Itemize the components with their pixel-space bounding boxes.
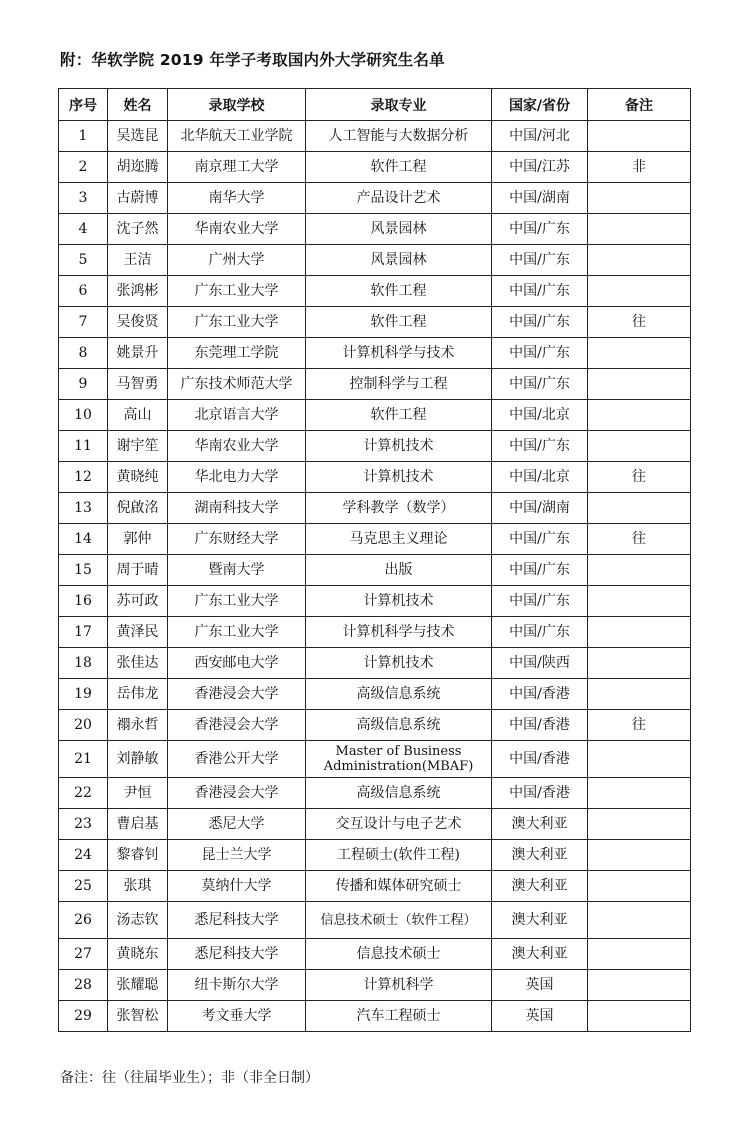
table-row	[59, 871, 691, 902]
cell-index: 9	[59, 369, 108, 400]
cell-school: 悉尼科技大学	[168, 902, 306, 939]
cell-major: 计算机技术	[306, 586, 492, 617]
cell-major: 高级信息系统	[306, 778, 492, 809]
cell-school: 广东工业大学	[168, 276, 306, 307]
cell-note	[588, 840, 691, 871]
cell-major: 计算机技术	[306, 462, 492, 493]
cell-school: 考文垂大学	[168, 1001, 306, 1032]
cell-major: 信息技术硕士	[306, 939, 492, 970]
cell-country: 中国/广东	[492, 431, 588, 462]
cell-major: 软件工程	[306, 152, 492, 183]
table-row	[59, 338, 691, 369]
cell-country: 中国/广东	[492, 276, 588, 307]
cell-school: 北华航天工业学院	[168, 121, 306, 152]
cell-name: 黄晓纯	[108, 462, 168, 493]
cell-major: 高级信息系统	[306, 679, 492, 710]
table-row	[59, 245, 691, 276]
cell-name: 黄泽民	[108, 617, 168, 648]
cell-index: 26	[59, 902, 108, 939]
cell-name: 曹启基	[108, 809, 168, 840]
cell-major: 软件工程	[306, 276, 492, 307]
cell-index: 1	[59, 121, 108, 152]
table-row	[59, 741, 691, 778]
cell-note	[588, 1001, 691, 1032]
cell-note	[588, 679, 691, 710]
cell-note	[588, 338, 691, 369]
cell-index: 20	[59, 710, 108, 741]
table-row	[59, 493, 691, 524]
cell-name: 沈子然	[108, 214, 168, 245]
cell-country: 中国/香港	[492, 778, 588, 809]
cell-major: 马克思主义理论	[306, 524, 492, 555]
table-row	[59, 121, 691, 152]
table-row	[59, 778, 691, 809]
cell-school: 广东工业大学	[168, 307, 306, 338]
cell-major: Master of Business Administration(MBAF)	[306, 741, 492, 778]
cell-name: 古蔚博	[108, 183, 168, 214]
cell-index: 13	[59, 493, 108, 524]
cell-school: 南华大学	[168, 183, 306, 214]
cell-index: 28	[59, 970, 108, 1001]
cell-school: 广东工业大学	[168, 617, 306, 648]
cell-index: 24	[59, 840, 108, 871]
cell-school: 广东工业大学	[168, 586, 306, 617]
cell-name: 张琪	[108, 871, 168, 902]
cell-index: 2	[59, 152, 108, 183]
cell-major: 高级信息系统	[306, 710, 492, 741]
cell-note: 往	[588, 524, 691, 555]
cell-name: 郭仲	[108, 524, 168, 555]
cell-country: 中国/河北	[492, 121, 588, 152]
cell-school: 华南农业大学	[168, 431, 306, 462]
cell-school: 莫纳什大学	[168, 871, 306, 902]
cell-school: 昆士兰大学	[168, 840, 306, 871]
table-row	[59, 840, 691, 871]
cell-index: 7	[59, 307, 108, 338]
cell-name: 尹恒	[108, 778, 168, 809]
cell-index: 18	[59, 648, 108, 679]
header-country: 国家/省份	[492, 89, 588, 121]
cell-school: 华南农业大学	[168, 214, 306, 245]
cell-major: 产品设计艺术	[306, 183, 492, 214]
cell-note	[588, 970, 691, 1001]
table-row	[59, 617, 691, 648]
cell-note	[588, 902, 691, 939]
header-name: 姓名	[108, 89, 168, 121]
cell-index: 22	[59, 778, 108, 809]
cell-index: 11	[59, 431, 108, 462]
cell-country: 中国/广东	[492, 524, 588, 555]
cell-note	[588, 648, 691, 679]
cell-school: 悉尼科技大学	[168, 939, 306, 970]
cell-note	[588, 214, 691, 245]
header-note: 备注	[588, 89, 691, 121]
cell-name: 黎睿钊	[108, 840, 168, 871]
cell-name: 刘静敏	[108, 741, 168, 778]
cell-school: 暨南大学	[168, 555, 306, 586]
cell-major: 信息技术硕士（软件工程）	[306, 902, 492, 939]
cell-name: 黄晓东	[108, 939, 168, 970]
cell-school: 广东财经大学	[168, 524, 306, 555]
cell-index: 8	[59, 338, 108, 369]
cell-country: 澳大利亚	[492, 840, 588, 871]
cell-index: 16	[59, 586, 108, 617]
document-title: 附：华软学院 2019 年学子考取国内外大学研究生名单	[60, 51, 445, 69]
cell-name: 张耀聪	[108, 970, 168, 1001]
table-row	[59, 902, 691, 939]
table-row	[59, 214, 691, 245]
cell-major: 风景园林	[306, 245, 492, 276]
cell-index: 27	[59, 939, 108, 970]
footnote: 备注：往（往届毕业生）；非（非全日制）	[60, 1070, 319, 1086]
cell-major: 计算机科学	[306, 970, 492, 1001]
cell-major: 计算机科学与技术	[306, 617, 492, 648]
cell-index: 12	[59, 462, 108, 493]
cell-index: 6	[59, 276, 108, 307]
cell-index: 21	[59, 741, 108, 778]
table-row	[59, 524, 691, 555]
cell-note	[588, 431, 691, 462]
cell-school: 广东技术师范大学	[168, 369, 306, 400]
cell-index: 10	[59, 400, 108, 431]
cell-name: 苏可政	[108, 586, 168, 617]
cell-index: 14	[59, 524, 108, 555]
table-row	[59, 586, 691, 617]
header-index: 序号	[59, 89, 108, 121]
table-row	[59, 431, 691, 462]
cell-index: 3	[59, 183, 108, 214]
cell-name: 姚景升	[108, 338, 168, 369]
cell-major: 控制科学与工程	[306, 369, 492, 400]
cell-name: 吴俊贤	[108, 307, 168, 338]
cell-school: 香港浸会大学	[168, 778, 306, 809]
cell-country: 中国/湖南	[492, 493, 588, 524]
cell-country: 澳大利亚	[492, 939, 588, 970]
table-row	[59, 369, 691, 400]
cell-name: 禤永哲	[108, 710, 168, 741]
cell-index: 4	[59, 214, 108, 245]
cell-country: 中国/陕西	[492, 648, 588, 679]
cell-name: 张智松	[108, 1001, 168, 1032]
cell-country: 中国/广东	[492, 338, 588, 369]
table-row	[59, 555, 691, 586]
cell-major: 风景园林	[306, 214, 492, 245]
cell-school: 华北电力大学	[168, 462, 306, 493]
cell-school: 香港浸会大学	[168, 710, 306, 741]
cell-country: 中国/香港	[492, 710, 588, 741]
cell-country: 中国/湖南	[492, 183, 588, 214]
table-row	[59, 970, 691, 1001]
cell-name: 胡迩腾	[108, 152, 168, 183]
table-row	[59, 276, 691, 307]
cell-name: 王洁	[108, 245, 168, 276]
cell-note	[588, 586, 691, 617]
cell-major: 汽车工程硕士	[306, 1001, 492, 1032]
cell-country: 中国/广东	[492, 245, 588, 276]
cell-major: 出版	[306, 555, 492, 586]
cell-note	[588, 183, 691, 214]
table-row	[59, 679, 691, 710]
cell-school: 北京语言大学	[168, 400, 306, 431]
cell-note	[588, 871, 691, 902]
cell-school: 香港浸会大学	[168, 679, 306, 710]
cell-country: 澳大利亚	[492, 809, 588, 840]
cell-note	[588, 617, 691, 648]
cell-note	[588, 493, 691, 524]
cell-major: 交互设计与电子艺术	[306, 809, 492, 840]
cell-name: 岳伟龙	[108, 679, 168, 710]
cell-school: 湖南科技大学	[168, 493, 306, 524]
cell-note	[588, 741, 691, 778]
admission-table	[58, 88, 691, 1032]
table-row	[59, 1001, 691, 1032]
cell-country: 澳大利亚	[492, 871, 588, 902]
cell-note: 往	[588, 462, 691, 493]
table-row	[59, 710, 691, 741]
cell-country: 中国/北京	[492, 462, 588, 493]
cell-country: 英国	[492, 970, 588, 1001]
table-row	[59, 939, 691, 970]
cell-country: 中国/广东	[492, 307, 588, 338]
cell-note: 非	[588, 152, 691, 183]
cell-name: 高山	[108, 400, 168, 431]
cell-school: 香港公开大学	[168, 741, 306, 778]
cell-index: 19	[59, 679, 108, 710]
cell-note	[588, 245, 691, 276]
cell-note	[588, 276, 691, 307]
cell-country: 中国/江苏	[492, 152, 588, 183]
cell-note	[588, 121, 691, 152]
cell-index: 5	[59, 245, 108, 276]
cell-note: 往	[588, 710, 691, 741]
cell-school: 悉尼大学	[168, 809, 306, 840]
cell-name: 吴选昆	[108, 121, 168, 152]
cell-school: 西安邮电大学	[168, 648, 306, 679]
cell-major: 传播和媒体研究硕士	[306, 871, 492, 902]
cell-index: 17	[59, 617, 108, 648]
cell-name: 倪啟洺	[108, 493, 168, 524]
table-row	[59, 307, 691, 338]
table-row	[59, 462, 691, 493]
cell-country: 中国/广东	[492, 214, 588, 245]
cell-index: 23	[59, 809, 108, 840]
cell-country: 中国/北京	[492, 400, 588, 431]
cell-name: 张鸿彬	[108, 276, 168, 307]
cell-major: 计算机技术	[306, 431, 492, 462]
cell-country: 澳大利亚	[492, 902, 588, 939]
cell-note	[588, 555, 691, 586]
cell-country: 中国/广东	[492, 617, 588, 648]
cell-country: 中国/广东	[492, 369, 588, 400]
cell-note	[588, 939, 691, 970]
header-major: 录取专业	[306, 89, 492, 121]
cell-school: 东莞理工学院	[168, 338, 306, 369]
cell-country: 中国/广东	[492, 555, 588, 586]
cell-country: 英国	[492, 1001, 588, 1032]
cell-name: 马智勇	[108, 369, 168, 400]
cell-note	[588, 369, 691, 400]
table-header-row	[59, 89, 691, 121]
table-row	[59, 809, 691, 840]
cell-major: 学科教学（数学）	[306, 493, 492, 524]
cell-note: 往	[588, 307, 691, 338]
table-body	[59, 121, 691, 1032]
table-row	[59, 400, 691, 431]
cell-country: 中国/香港	[492, 679, 588, 710]
cell-major: 工程硕士(软件工程)	[306, 840, 492, 871]
cell-note	[588, 809, 691, 840]
cell-index: 15	[59, 555, 108, 586]
table-row	[59, 648, 691, 679]
cell-school: 南京理工大学	[168, 152, 306, 183]
cell-name: 汤志钦	[108, 902, 168, 939]
cell-major: 计算机科学与技术	[306, 338, 492, 369]
table-row	[59, 183, 691, 214]
cell-name: 张佳达	[108, 648, 168, 679]
cell-major: 计算机技术	[306, 648, 492, 679]
cell-school: 纽卡斯尔大学	[168, 970, 306, 1001]
cell-major: 软件工程	[306, 307, 492, 338]
cell-country: 中国/广东	[492, 586, 588, 617]
cell-major: 软件工程	[306, 400, 492, 431]
cell-school: 广州大学	[168, 245, 306, 276]
header-school: 录取学校	[168, 89, 306, 121]
cell-country: 中国/香港	[492, 741, 588, 778]
table-row	[59, 152, 691, 183]
cell-note	[588, 778, 691, 809]
cell-major: 人工智能与大数据分析	[306, 121, 492, 152]
cell-index: 25	[59, 871, 108, 902]
cell-name: 周于晴	[108, 555, 168, 586]
cell-name: 谢宇笙	[108, 431, 168, 462]
cell-index: 29	[59, 1001, 108, 1032]
cell-note	[588, 400, 691, 431]
